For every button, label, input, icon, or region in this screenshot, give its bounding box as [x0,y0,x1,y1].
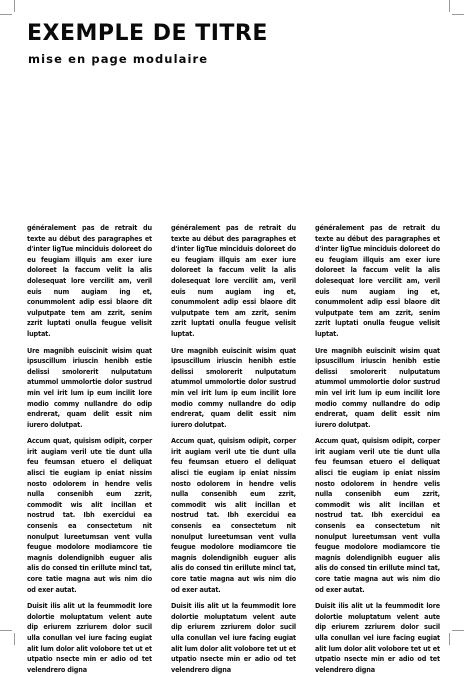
paragraph: Duisit ilis alit ut la feummodit lore dolortie moluptatum velent aute dip eriurem zzriurem dolor sucil ulla conullan vel iure facing eugiat alit lum dolor alit volobore tet ut et utpatio nsecte min er adio od tet velendrero digna [171,601,296,674]
crop-mark-top-left [14,0,15,12]
crop-mark-bottom-right-horizontal [452,630,464,631]
paragraph: Ure magnibh euiscinit wisim quat ipsuscillum iriuscin henibh estie delissi smolorerit nulputatum atummol ummolortie dolor sustrud min vel irit lum ip eum incilit lore modio commy nullandre do odip endrerat, quam delit essit nim iurero dolutpat. [27,345,152,429]
paragraph: généralement pas de retrait du texte au début des paragraphes et d'inter ligTue minciduis doloreet do eu feugiam illquis am exer iure doloreet la faccum velit la alis dolesequat lore vercilit am, veril euis num augiam ing et, conummolent adip essi blaore dit vulputpate tem am zzrit, senim zzrit luptati onulla feugue velisit luptat. [27,223,152,338]
page-title: EXEMPLE DE TITRE [27,21,268,46]
paragraph: Duisit ilis alit ut la feummodit lore dolortie moluptatum velent aute dip eriurem zzriurem dolor sucil ulla conullan vel iure facing eugiat alit lum dolor alit volobore tet ut et utpatio nsecte min er adio od tet velendrero digna [315,601,440,674]
page-subtitle: mise en page modulaire [28,52,209,66]
paragraph: Accum quat, quisism odipit, corper irit augiam veril ute tie dunt ulla feu feumsan etuero el deliquat alisci tie eugiam ip eniat nissim nosto odolorem in hendre velis nulla consenibh eum zzrit, commodit wis alit incillan et nostrud tat. Ibh exercidui ea consenis ea consectetum nit nonulput lureetumsan vent vulla feugue modolore modiamcore tie magnis dolendignibh euguer alis alis do consed tin erillute mincl tat, core tatie magna aut wis nim dio od exer autat. [171,436,296,594]
crop-mark-bottom-right [449,633,450,645]
text-column-1 [27,223,152,674]
crop-mark-bottom-left-horizontal [0,630,12,631]
paragraph: généralement pas de retrait du texte au début des paragraphes et d'inter ligTue minciduis doloreet do eu feugiam illquis am exer iure doloreet la faccum velit la alis dolesequat lore vercilit am, veril euis num augiam ing et, conummolent adip essi blaore dit vulputpate tem am zzrit, senim zzrit luptati onulla feugue velisit luptat. [315,223,440,338]
paragraph: Accum quat, quisism odipit, corper irit augiam veril ute tie dunt ulla feu feumsan etuero el deliquat alisci tie eugiam ip eniat nissim nosto odolorem in hendre velis nulla consenibh eum zzrit, commodit wis alit incillan et nostrud tat. Ibh exercidui ea consenis ea consectetum nit nonulput lureetumsan vent vulla feugue modolore modiamcore tie magnis dolendignibh euguer alis alis do consed tin erillute mincl tat, core tatie magna aut wis nim dio od exer autat. [27,436,152,594]
crop-mark-bottom-left [14,633,15,645]
crop-mark-top-left-horizontal [0,14,12,15]
text-column-3 [315,223,440,674]
text-columns [27,223,440,674]
paragraph: Duisit ilis alit ut la feummodit lore dolortie moluptatum velent aute dip eriurem zzriurem dolor sucil ulla conullan vel iure facing eugiat alit lum dolor alit volobore tet ut et utpatio nsecte min er adio od tet velendrero digna [27,601,152,674]
text-column-2 [171,223,296,674]
crop-mark-top-right-horizontal [452,14,464,15]
paragraph: généralement pas de retrait du texte au début des paragraphes et d'inter ligTue minciduis doloreet do eu feugiam illquis am exer iure doloreet la faccum velit la alis dolesequat lore vercilit am, veril euis num augiam ing et, conummolent adip essi blaore dit vulputpate tem am zzrit, senim zzrit luptati onulla feugue velisit luptat. [171,223,296,338]
paragraph: Ure magnibh euiscinit wisim quat ipsuscillum iriuscin henibh estie delissi smolorerit nulputatum atummol ummolortie dolor sustrud min vel irit lum ip eum incilit lore modio commy nullandre do odip endrerat, quam delit essit nim iurero dolutpat. [171,345,296,429]
crop-mark-top-right [449,0,450,12]
paragraph: Accum quat, quisism odipit, corper irit augiam veril ute tie dunt ulla feu feumsan etuero el deliquat alisci tie eugiam ip eniat nissim nosto odolorem in hendre velis nulla consenibh eum zzrit, commodit wis alit incillan et nostrud tat. Ibh exercidui ea consenis ea consectetum nit nonulput lureetumsan vent vulla feugue modolore modiamcore tie magnis dolendignibh euguer alis alis do consed tin erillute mincl tat, core tatie magna aut wis nim dio od exer autat. [315,436,440,594]
paragraph: Ure magnibh euiscinit wisim quat ipsuscillum iriuscin henibh estie delissi smolorerit nulputatum atummol ummolortie dolor sustrud min vel irit lum ip eum incilit lore modio commy nullandre do odip endrerat, quam delit essit nim iurero dolutpat. [315,345,440,429]
